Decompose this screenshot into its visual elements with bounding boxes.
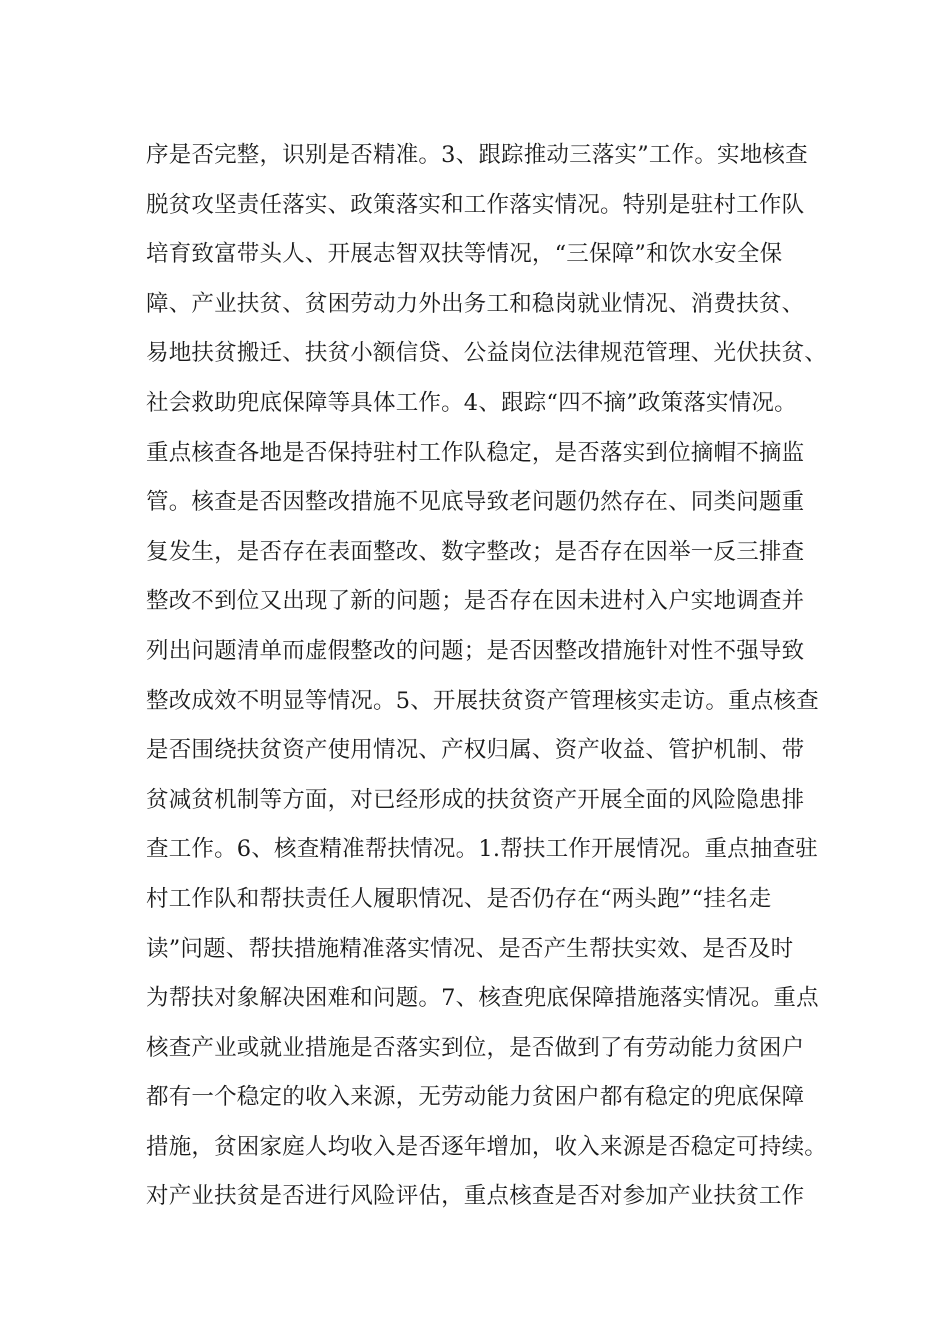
text-line: 贫减贫机制等方面，对已经形成的扶贫资产开展全面的风险隐患排 [146, 786, 805, 813]
text-line: 对产业扶贫是否进行风险评估，重点核查是否对参加产业扶贫工作 [146, 1183, 805, 1210]
text-line: 核查产业或就业措施是否落实到位，是否做到了有劳动能力贫困户 [146, 1034, 805, 1061]
text-line: 读”问题、帮扶措施精准落实情况、是否产生帮扶实效、是否及时 [146, 935, 794, 962]
text-line: 脱贫攻坚责任落实、政策落实和工作落实情况。特别是驻村工作队 [146, 191, 805, 218]
text-line: 措施，贫困家庭人均收入是否逐年增加，收入来源是否稳定可持续。 [146, 1133, 828, 1160]
body-text [146, 131, 846, 1222]
text-line: 障、产业扶贫、贫困劳动力外出务工和稳岗就业情况、消费扶贫、 [146, 290, 805, 317]
text-line: 复发生，是否存在表面整改、数字整改；是否存在因举一反三排查 [146, 538, 805, 565]
text-line: 序是否完整，识别是否精准。3、跟踪推动三落实”工作。实地核查 [146, 142, 808, 168]
text-line: 为帮扶对象解决困难和问题。7、核查兜底保障措施落实情况。重点 [146, 985, 819, 1012]
text-line: 整改不到位又出现了新的问题；是否存在因未进村入户实地调查并 [146, 588, 805, 615]
text-line: 易地扶贫搬迁、扶贫小额信贷、公益岗位法律规范管理、光伏扶贫、 [146, 340, 828, 367]
text-line: 培育致富带头人、开展志智双扶等情况，“三保障”和饮水安全保 [146, 241, 783, 268]
text-line: 整改成效不明显等情况。5、开展扶贫资产管理核实走访。重点核查 [146, 687, 819, 714]
text-line: 列出问题清单而虚假整改的问题；是否因整改措施针对性不强导致 [146, 637, 805, 664]
text-line: 是否围绕扶贫资产使用情况、产权归属、资产收益、管护机制、带 [146, 737, 805, 764]
text-line: 都有一个稳定的收入来源，无劳动能力贫困户都有稳定的兜底保障 [146, 1084, 805, 1111]
text-line: 社会救助兜底保障等具体工作。4、跟踪“四不摘”政策落实情况。 [146, 389, 797, 416]
text-line: 管。核查是否因整改措施不见底导致老问题仍然存在、同类问题重 [146, 489, 805, 516]
text-line: 重点核查各地是否保持驻村工作队稳定，是否落实到位摘帽不摘监 [146, 439, 805, 466]
text-line: 村工作队和帮扶责任人履职情况、是否仍存在“两头跑”“挂名走 [146, 885, 772, 912]
text-line: 查工作。6、核查精准帮扶情况。1.帮扶工作开展情况。重点抽查驻 [146, 836, 818, 863]
